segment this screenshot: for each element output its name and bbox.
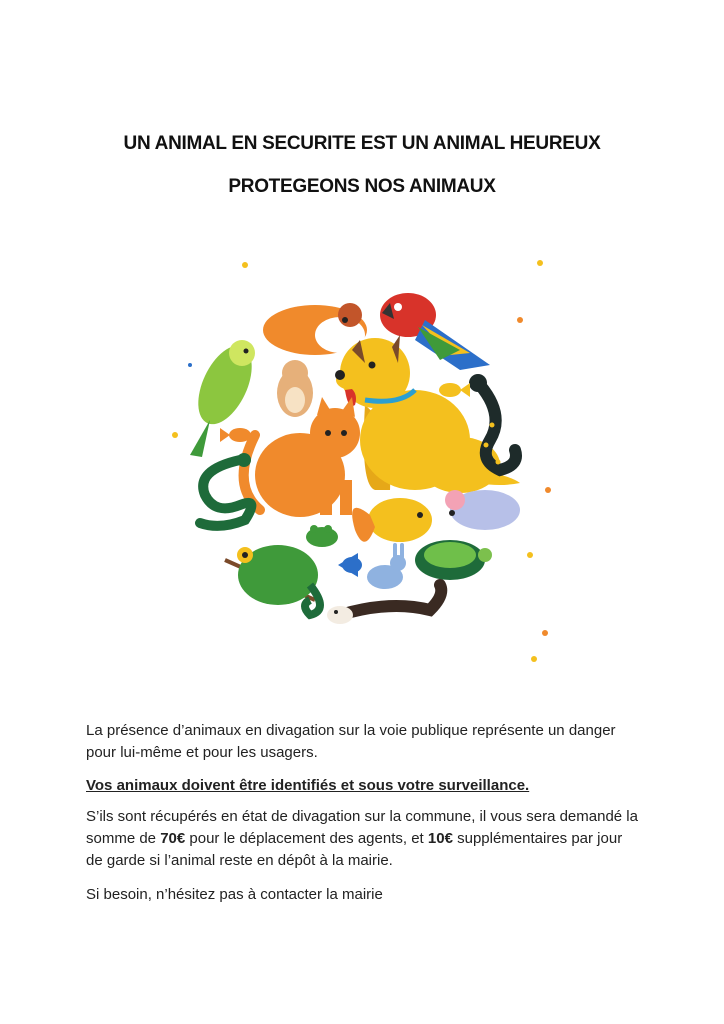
paragraph-danger: La présence d’animaux en divagation sur la voie publique représente un danger pour lui-même et pour les usagers. — [86, 722, 616, 761]
animals-illustration — [160, 255, 560, 675]
rabbit-icon — [367, 543, 406, 589]
goldfish-icon — [352, 498, 432, 542]
paragraph-fees — [86, 806, 642, 872]
fee-amount-travel: 70€ — [160, 830, 186, 847]
frog-icon — [306, 525, 338, 547]
fees-text-part3: supplémentaires par jour de garde si l’animal reste en dépôt à la mairie. — [86, 830, 623, 869]
fish-icon — [439, 383, 470, 397]
chameleon-icon — [225, 545, 320, 615]
mouse-icon — [445, 490, 520, 530]
hamster-icon — [277, 360, 313, 417]
small-orange-fish-icon — [220, 428, 251, 442]
turtle-icon — [415, 540, 492, 580]
fees-text-part2: pour le déplacement des agents, et — [185, 830, 428, 847]
paragraph-identification-warning: Vos animaux doivent être identifiés et sous votre surveillance. — [86, 777, 530, 794]
blue-fish-icon — [338, 553, 362, 577]
fee-amount-daily: 10€ — [427, 830, 453, 847]
fees-text-part1: S’ils sont récupérés en état de divagation sur la commune, il vous sera demandé la somme de — [86, 808, 638, 847]
title-line-2: PROTEGEONS NOS ANIMAUX — [228, 176, 496, 197]
paragraph-contact: Si besoin, n’hésitez pas à contacter la mairie — [86, 886, 383, 903]
title-line-1: UN ANIMAL EN SECURITE EST UN ANIMAL HEUREUX — [123, 133, 601, 154]
ferret-icon — [327, 585, 441, 624]
